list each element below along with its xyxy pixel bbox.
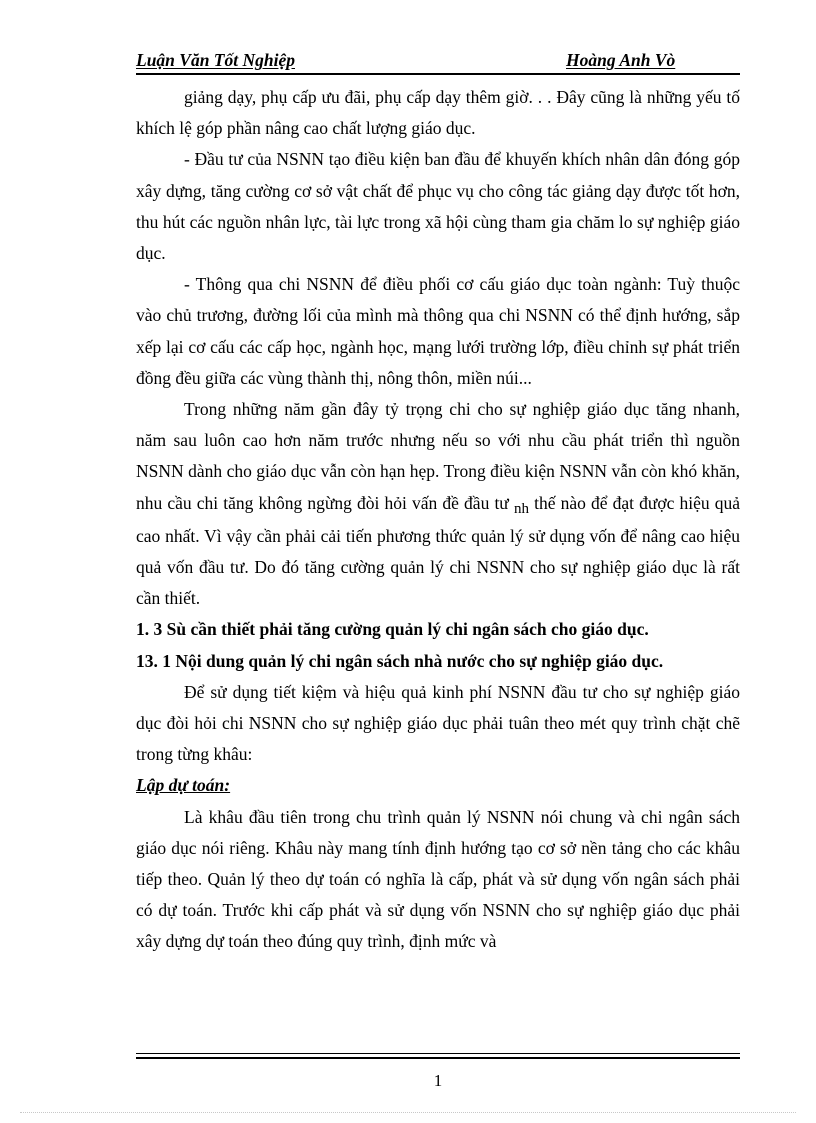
header-author-name: Hoàng Anh Vò xyxy=(566,50,676,70)
header-rule xyxy=(136,73,740,75)
subheading-lap-du-toan: Lập dự toán: xyxy=(136,775,231,796)
paragraph-4-part-b: thế nào để đạt được hiệu quả cao nhất. Vì vậy cần phải cải tiến phương thức quản lý sử dụng vốn để nâng cao hiệu quả vốn đầu tư. Do đó tăng cường quản lý chi NSNN cho sự nghiệp giáo dục là rất cần thiết. xyxy=(136,492,741,609)
paragraph-3: - Thông qua chi NSNN để điều phối cơ cấu giáo dục toàn ngành: Tuỳ thuộc vào chủ trương, đường lối của mình mà thông qua chi NSNN có thể định hướng, sắp xếp lại cơ cấu các cấp học, ngành học, mạng lưới trường lớp, điều chỉnh sự phát triển đồng đều giữa các vùng thành thị, nông thôn, miền núi... xyxy=(136,274,740,388)
paragraph-4-part-a: Trong những năm gần đây tỷ trọng chi cho sự nghiệp giáo dục tăng nhanh, năm sau luôn cao hơn năm trước nhưng nếu so với nhu cầu phát triển thì nguồn NSNN dành cho giáo dục vẫn còn hạn hẹp. Trong điều kiện NSNN vẫn còn khó khăn, nhu cầu chi tăng không ngừng đòi hỏi vấn đề đầu tư xyxy=(136,399,740,513)
section-heading-13-1: 13. 1 Nội dung quản lý chi ngân sách nhà nước cho sự nghiệp giáo dục. xyxy=(136,650,664,671)
paragraph-6: Là khâu đầu tiên trong chu trình quản lý NSNN nói chung và chi ngân sách giáo dục nói riêng. Khâu này mang tính định hướng tạo cơ sở nền tảng cho các khâu tiếp theo. Quản lý theo dự toán có nghĩa là cấp, phát và sử dụng vốn ngân sách phải có dự toán. Trước khi cấp phát và sử dụng vốn NSNN cho sự nghiệp giáo dục phải xây dựng dự toán theo đúng quy trình, định mức và xyxy=(136,806,740,952)
header-thesis-title: Luận Văn Tốt Nghiệp xyxy=(136,50,295,70)
paragraph-4-stray-subscript: nh xyxy=(513,500,529,517)
page-number: 1 xyxy=(433,1071,443,1090)
footer-rule-thin xyxy=(136,1053,740,1054)
paragraph-4 xyxy=(136,394,740,614)
paragraph-5: Để sử dụng tiết kiệm và hiệu quả kinh phí NSNN đầu tư cho sự nghiệp giáo dục đòi hỏi chi NSNN cho sự nghiệp giáo dục phải tuân theo mét quy trình chặt chẽ trong từng khâu: xyxy=(136,681,740,765)
paragraph-1: giảng dạy, phụ cấp ưu đãi, phụ cấp dạy thêm giờ. . . Đây cũng là những yếu tố khích lệ góp phần nâng cao chất lượng giáo dục. xyxy=(136,87,740,139)
page-bottom-dotted-line xyxy=(20,1112,796,1113)
paragraph-2: - Đầu tư của NSNN tạo điều kiện ban đầu để khuyến khích nhân dân đóng góp xây dựng, tăng cường cơ sở vật chất để phục vụ cho công tác giảng dạy được tốt hơn, thu hút các nguồn nhân lực, tài lực trong xã hội cùng tham gia chăm lo sự nghiệp giáo dục. xyxy=(136,149,740,264)
section-heading-1-3: 1. 3 Sù cần thiết phải tăng cường quản lý chi ngân sách cho giáo dục. xyxy=(136,619,649,640)
page-header xyxy=(136,48,740,74)
page-body xyxy=(136,82,740,958)
footer-rule-thick xyxy=(136,1057,740,1059)
